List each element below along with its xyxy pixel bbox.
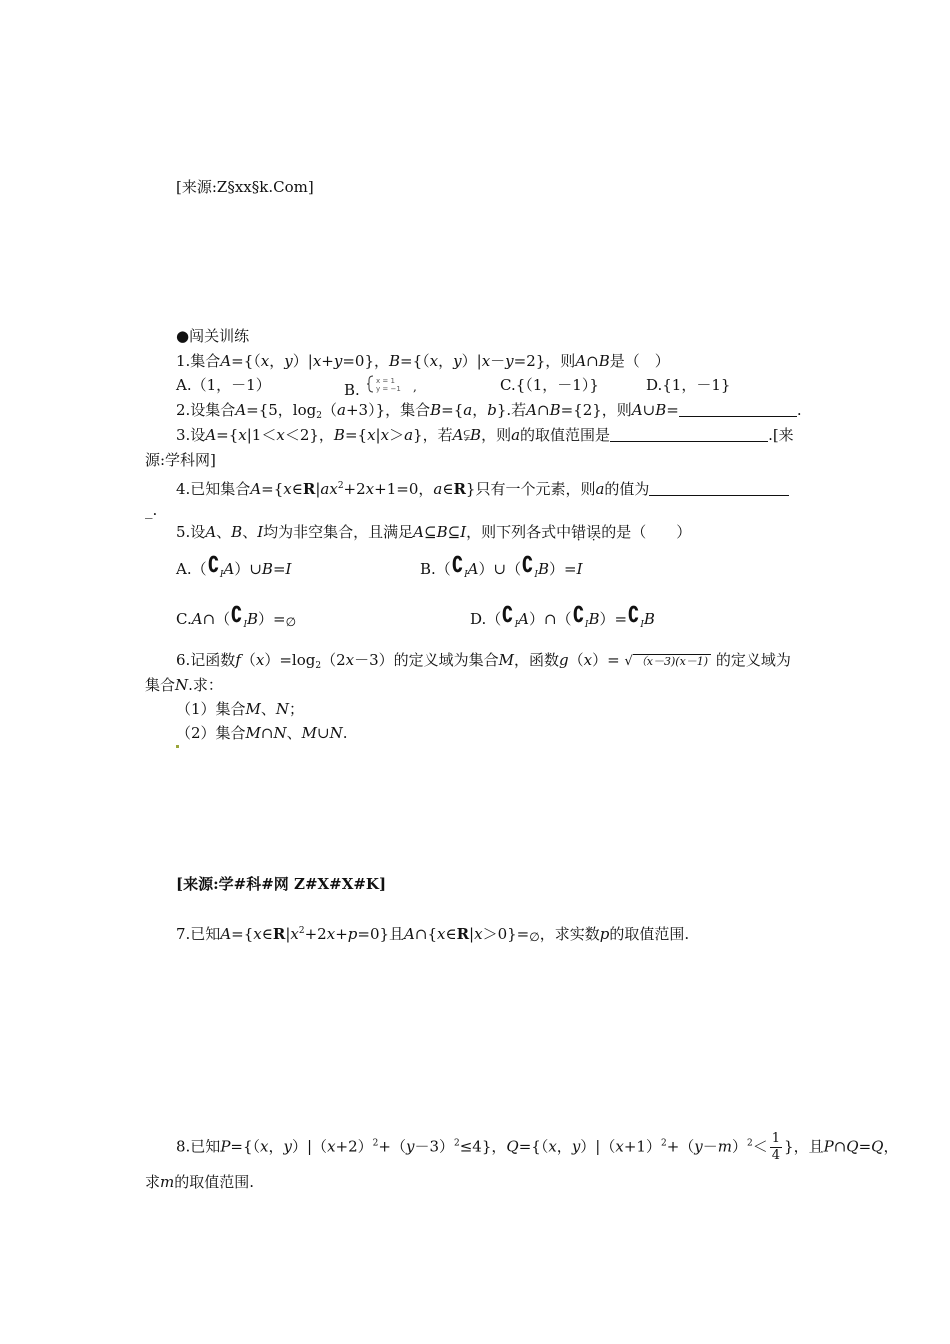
question-4: 4.已知集合$A=\{x\in R|ax^2+2x+1=0$，a∈R}只有一个元素，则a的值为 bbox=[176, 476, 789, 499]
svg-text:x = 1: x = 1 bbox=[375, 377, 395, 385]
q4-line2: _. bbox=[145, 501, 158, 519]
svg-text:,: , bbox=[412, 380, 417, 393]
question-5: 5.设A、B、I均为非空集合，且满足A⊆B⊆I，则下列各式中错误的是（ ） bbox=[176, 523, 692, 541]
question-2: 2.设集合A={5，$\log_2(a+3)$}，集合B={a，b}.若A∩B={2}，则A∪B= . bbox=[176, 401, 802, 421]
q4-answer-blank[interactable] bbox=[649, 481, 789, 496]
q3-answer-blank[interactable] bbox=[610, 427, 768, 442]
source-note-mid: [来源:学#科#网 Z#X#X#K] bbox=[176, 875, 387, 893]
q5-option-a: $A.(∁_IA)\cup B=I$ bbox=[176, 553, 292, 580]
q6-line2: 集合N.求： bbox=[145, 676, 223, 694]
svg-text:y = −1: y = −1 bbox=[375, 385, 401, 393]
section-title: ●闯关训练 bbox=[176, 327, 250, 345]
q6-sub-2: （2）集合M∩N、M∪N. bbox=[176, 724, 348, 742]
q8-line2: 求m的取值范围. bbox=[145, 1173, 255, 1191]
question-7: 7.已知$A=\{x\in R|x^2+2x+p=0\}$且A∩{x∈R|x＞0}=∅，求实数p的取值范围. bbox=[176, 925, 690, 944]
sqrt-expression: （x－3)(x－1) bbox=[633, 654, 711, 669]
q2-answer-blank[interactable] bbox=[679, 402, 797, 417]
q1-option-a: A.（1，－1） bbox=[176, 376, 271, 394]
q1-option-b: B. x = 1 y = −1 , bbox=[344, 375, 427, 400]
q6-sub-1: （1）集合M、N； bbox=[176, 700, 305, 718]
q5-option-b: $B.(∁_IA)\cup(∁_IB)=I$ bbox=[420, 553, 583, 580]
q1-option-b-system-image bbox=[365, 375, 427, 399]
q5-option-d: $D.(∁_IA)\cap(∁_IB)=∁_IB$ bbox=[470, 603, 655, 630]
q3-source-note: 源:学科网] bbox=[145, 451, 216, 469]
q1-option-d: D.{1，－1} bbox=[646, 376, 731, 394]
q1-option-c: C.{（1，－1）} bbox=[500, 376, 599, 394]
fraction-one-quarter: $\frac{1}{4}$ bbox=[771, 1131, 781, 1163]
question-6: 6.记函数$f(x)=\log_2(2x-3)$的定义域为集合M，函数g（x）= √ （x－3)(x－1) 的定义域为 bbox=[176, 651, 791, 671]
question-3: 3.设A={x|1＜x＜2}，B={x|x＞a}，若A⫋B，则a的取值范围是 .[来 bbox=[176, 426, 794, 444]
question-8: 8.已知P={（x，$y)|(x+2)^2+(y-3)^2\le 4$}，Q={（x，$y)|(x+1)^2+(y-m)^2<$ $\frac{1}{4}$ }，且P∩Q=Q， bbox=[176, 1131, 899, 1163]
source-note-top: [来源:Z§xx§k.Com] bbox=[176, 178, 314, 196]
question-1: 1.集合A={（x，y）|x+y=0}，B={（x，y）|x－y=2}，则A∩B是（ ） bbox=[176, 352, 670, 370]
q5-option-c: $C.A\cap(∁_IB)=\emptyset$ bbox=[176, 603, 297, 630]
small-marker bbox=[176, 745, 179, 748]
